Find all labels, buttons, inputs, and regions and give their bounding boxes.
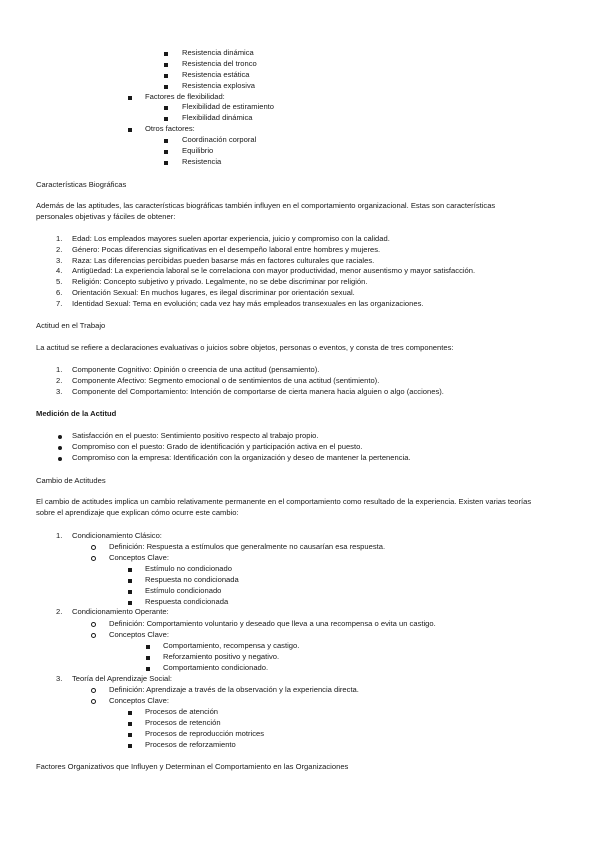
list-item: Equilibrio [182,146,214,155]
hollow-bullet-icon [91,633,96,638]
list-item: Componente Cognitivo: Opinión o creencia de una actitud (pensamiento). [72,365,320,374]
list-item: Flexibilidad de estiramiento [182,102,275,111]
hollow-bullet-icon [91,556,96,561]
list-item: Resistencia estática [182,70,250,79]
paragraph-line: El cambio de actitudes implica un cambio relativamente permanente en el comportamiento como resultado de la experiencia. Existen varias teorías [36,497,532,506]
square-bullet-icon [164,150,168,154]
section-heading: Medición de la Actitud [36,409,117,418]
list-item: Componente Afectivo: Segmento emocional o de sentimientos de una actitud (sentimiento). [72,376,380,385]
list-item: Satisfacción en el puesto: Sentimiento positivo respecto al trabajo propio. [72,431,319,440]
paragraph-line: Además de las aptitudes, las características biográficas también influyen en el comportamiento organizacional. Estas son características [36,201,496,210]
section-heading: Características Biográficas [36,180,127,189]
square-bullet-icon [128,96,132,100]
list-item: Definición: Aprendizaje a través de la observación y la experiencia directa. [109,685,359,694]
list-number: 3. [56,387,63,396]
list-item: Antigüedad: La experiencia laboral se le correlaciona con mayor productividad, menor ausentismo y mayor satisfacción. [72,266,476,275]
list-item: Raza: Las diferencias percibidas pueden basarse más en factores culturales que raciales. [72,256,375,265]
list-item: Procesos de reforzamiento [145,740,236,749]
hollow-bullet-icon [91,622,96,627]
square-bullet-icon [146,645,150,649]
list-item: Religión: Concepto subjetivo y privado. Legalmente, no se debe discriminar por religión. [72,277,368,286]
round-bullet-icon [58,435,62,439]
list-item: Procesos de reproducción motrices [145,729,265,738]
list-number: 2. [56,245,63,254]
list-number: 3. [56,674,63,683]
square-bullet-icon [128,128,132,132]
list-item: Conceptos Clave: [109,696,169,705]
square-bullet-icon [128,579,132,583]
square-bullet-icon [164,74,168,78]
theory-title: Condicionamiento Clásico: [72,531,162,540]
list-item: Estímulo condicionado [145,586,222,595]
list-item: Otros factores: [145,124,195,133]
list-item: Reforzamiento positivo y negativo. [163,652,280,661]
list-item: Compromiso con el puesto: Grado de identificación y participación activa en el puesto. [72,442,363,451]
list-item: Factores de flexibilidad: [145,92,225,101]
square-bullet-icon [164,139,168,143]
square-bullet-icon [128,711,132,715]
list-item: Género: Pocas diferencias significativas en el desempeño laboral entre hombres y mujeres. [72,245,381,254]
paragraph-line: La actitud se refiere a declaraciones evaluativas o juicios sobre objetos, personas o eventos, y consta de tres componentes: [36,343,454,352]
round-bullet-icon [58,446,62,450]
list-number: 2. [56,376,63,385]
square-bullet-icon [128,733,132,737]
list-item: Comportamiento, recompensa y castigo. [163,641,300,650]
paragraph-line: personales objetivas y fáciles de obtener: [36,212,176,221]
list-item: Definición: Comportamiento voluntario y deseado que lleva a una recompensa o evita un castigo. [109,619,436,628]
square-bullet-icon [146,656,150,660]
list-number: 1. [56,531,63,540]
list-number: 3. [56,256,63,265]
hollow-bullet-icon [91,688,96,693]
square-bullet-icon [128,722,132,726]
list-item: Definición: Respuesta a estímulos que generalmente no causarían esa respuesta. [109,542,386,551]
list-item: Resistencia dinámica [182,48,254,57]
list-item: Resistencia del tronco [182,59,257,68]
list-item: Respuesta condicionada [145,597,229,606]
square-bullet-icon [164,117,168,121]
square-bullet-icon [164,52,168,56]
hollow-bullet-icon [91,545,96,550]
square-bullet-icon [164,106,168,110]
list-number: 2. [56,607,63,616]
square-bullet-icon [128,744,132,748]
list-item: Compromiso con la empresa: Identificación con la organización y deseo de mantener la pertenencia. [72,453,411,462]
list-item: Conceptos Clave: [109,553,169,562]
list-item: Procesos de atención [145,707,219,716]
section-heading: Cambio de Actitudes [36,476,106,485]
section-heading: Factores Organizativos que Influyen y Determinan el Comportamiento en las Organizaciones [36,762,349,771]
square-bullet-icon [146,667,150,671]
theory-title: Teoría del Aprendizaje Social: [72,674,173,683]
list-item: Orientación Sexual: En muchos lugares, es ilegal discriminar por orientación sexual. [72,288,355,297]
list-item: Estímulo no condicionado [145,564,232,573]
list-item: Respuesta no condicionada [145,575,239,584]
list-number: 4. [56,266,63,275]
list-item: Coordinación corporal [182,135,257,144]
square-bullet-icon [164,161,168,165]
list-number: 1. [56,234,63,243]
list-number: 1. [56,365,63,374]
list-item: Procesos de retención [145,718,221,727]
list-item: Identidad Sexual: Tema en evolución; cada vez hay más empleados transexuales en las organizaciones. [72,299,424,308]
square-bullet-icon [128,568,132,572]
list-item: Componente del Comportamiento: Intención de comportarse de cierta manera hacia alguien o algo (acciones). [72,387,444,396]
list-number: 6. [56,288,63,297]
list-item: Flexibilidad dinámica [182,113,253,122]
square-bullet-icon [164,85,168,89]
list-item: Edad: Los empleados mayores suelen aportar experiencia, juicio y compromiso con la calidad. [72,234,390,243]
square-bullet-icon [164,63,168,67]
list-item: Resistencia [182,157,222,166]
list-item: Conceptos Clave: [109,630,169,639]
list-item: Resistencia explosiva [182,81,256,90]
square-bullet-icon [128,601,132,605]
square-bullet-icon [128,590,132,594]
paragraph-line: sobre el aprendizaje que explican cómo ocurre este cambio: [36,508,239,517]
list-item: Comportamiento condicionado. [163,663,269,672]
section-heading: Actitud en el Trabajo [36,321,106,330]
list-number: 5. [56,277,63,286]
theory-title: Condicionamiento Operante: [72,607,169,616]
round-bullet-icon [58,457,62,461]
list-number: 7. [56,299,63,308]
hollow-bullet-icon [91,699,96,704]
